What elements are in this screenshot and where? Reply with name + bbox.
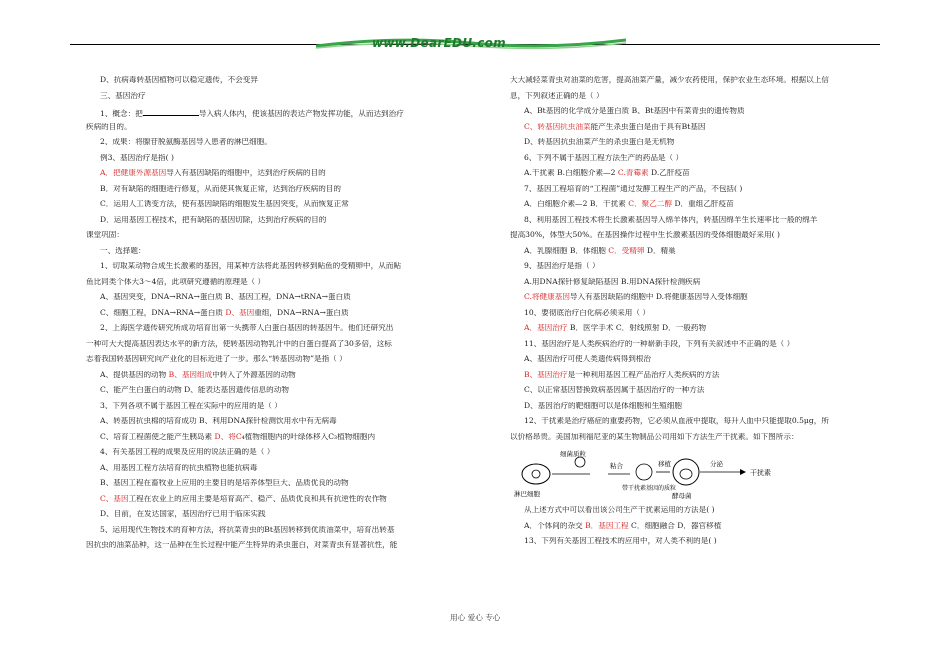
lymph-cell-shape [522, 464, 550, 484]
text-line: 提高30%，体型大50%。在基因操作过程中生长激素基因的受体细胞最好采用( ) [510, 231, 780, 239]
line-text: A．白细胞介素—2 B．干扰素 [524, 200, 629, 208]
highlighted-answer: C.将健康基因 [524, 293, 570, 301]
text-line: 三、基因治疗 [100, 91, 146, 100]
highlighted-answer: D、基因 [225, 308, 255, 317]
label-lymph: 淋巴细胞 [514, 490, 540, 498]
text-line: A.用DNA探针修复缺陷基因 B.用DNA探针检测疾病 [524, 277, 701, 286]
text-line [510, 371, 870, 387]
text-line: 10、要彻底治疗白化病必须采用（ ） [524, 308, 650, 317]
text-line: A、Bt基因的化学成分是蛋白质 B、Bt基因中有菜青虫的遗传物质 [524, 107, 745, 115]
text-line: D、目前，在发达国家，基因治疗已用于临床实践 [100, 510, 266, 518]
text-line: 2、成果：将腺苷脱氨酶基因导入患者的淋巴细胞。 [100, 138, 272, 146]
line-text: A、提供基因的动物 [100, 370, 169, 379]
text-line: 一种可大大提高基因表达水平的新方法，使转基因动物乳汁中的白蛋白提高了30多倍，这标 [86, 339, 392, 348]
line-text: A．乳腺细胞 B．体细胞 [524, 246, 609, 255]
text-line: 从上述方式中可以看出该公司生产干扰素运用的方法是( ) [524, 506, 715, 514]
text-line [510, 169, 870, 185]
line-text: ₄植物细胞内的叶绿体移入C₃植物细胞内 [241, 432, 376, 441]
text-line: B、基因工程在畜牧业上应用的主要目的是培养体型巨大、品质优良的动物 [100, 479, 349, 487]
text-line: 11、基因治疗是人类疾病治疗的一种崭新手段，下列有关叙述中不正确的是（ ） [524, 339, 795, 348]
line-text: D．精巢 [644, 246, 676, 255]
highlighted-answer: B、基因治疗 [524, 370, 568, 379]
text-line: A、基因治疗可使人类遗传病得到根治 [524, 355, 651, 363]
right-column [510, 76, 870, 553]
text-line: 12、干扰素是治疗癌症的重要药物，它必须从血液中提取，每升人血中只能提取0.5μg，所 [524, 417, 829, 425]
right-lines [510, 76, 870, 448]
arrow-head-4 [740, 469, 746, 475]
text-line: D、抗病毒转基因植物可以稳定遗传，不会变异 [100, 76, 258, 84]
line-text: C．细胞融合 D．器官移植 [628, 521, 722, 530]
diagram-svg [510, 448, 810, 506]
text-line: B．对有缺陷的细胞进行修复，从而使其恢复正常，达到治疗疾病的目的 [100, 184, 341, 193]
highlighted-answer: D、将C [214, 432, 242, 441]
text-line: 鱼比同类个体大3～4倍，此项研究遵循的原理是（ ） [86, 277, 266, 286]
text-line: C、以正常基因替换致病基因属于基因治疗的一种方法 [524, 386, 705, 394]
highlighted-answer: C、基因 [100, 494, 129, 503]
label-ferment: 分泌 [710, 460, 723, 468]
text-line: 13、下列有关基因工程技术的应用中，对人类不利的是( ) [524, 537, 717, 545]
line-text: C、细胞工程，DNA→RNA→蛋白质 [100, 308, 226, 317]
text-line [86, 433, 446, 449]
text-line [510, 324, 870, 340]
plasmid-ring-1 [575, 457, 585, 467]
line-text: B．医学手术 C．射线照射 D．一般药物 [567, 324, 707, 332]
text-line: 9、基因治疗是指（ ） [524, 262, 600, 270]
yeast-cell-shape [673, 459, 699, 485]
label-cut: 粘合 [610, 462, 623, 470]
text-line [510, 200, 870, 216]
text-line: 6、下列不属于基因工程方法生产的药品是（ ） [524, 153, 684, 162]
text-line [510, 247, 870, 263]
label-yeast: 酵母菌 [672, 492, 692, 500]
label-gene: 细菌质粒 [560, 450, 586, 458]
line-text: 是一种利用基因工程产品治疗人类疾病的方法 [567, 370, 720, 379]
text-line: 8、利用基因工程技术将生长激素基因导入绵羊体内，转基因绵羊生长速率比一般的绵羊 [524, 215, 818, 224]
text-line [510, 123, 870, 139]
text-line: 7、基因工程培育的“工程菌”通过发酵工程生产的产品，不包括( ) [524, 184, 743, 193]
highlighted-answer: C.青霉素 [617, 169, 649, 177]
text-line: D．运用基因工程技术，把有缺陷的基因切除，达到治疗疾病的目的 [100, 215, 327, 224]
line-text: 导入有基因缺陷的细胞中 D.将健康基因导入受体细胞 [569, 293, 748, 301]
footer-text: 用心 爱心 专心 [450, 613, 501, 622]
text-line: 课堂巩固： [86, 231, 124, 239]
highlighted-answer: C．聚乙二醇 [628, 200, 673, 208]
line-text: 中转入了外源基因的动物 [212, 370, 296, 379]
line-text: 重组，DNA→RNA→蛋白质 [254, 308, 349, 317]
label-move: 移植 [658, 460, 671, 468]
text-line [86, 169, 446, 185]
text-line: 例3、基因治疗是指( ) [100, 153, 174, 162]
highlighted-answer: B、基因组成 [168, 370, 213, 379]
interferon-production-diagram [510, 448, 870, 506]
highlighted-answer: C．受精卵 [608, 246, 645, 255]
site-logo-text: www.DearEDU.com [372, 36, 506, 50]
text-line: 因抗虫的油菜品种，这一品种在生长过程中能产生特异的杀虫蛋白，对菜青虫有显著抗性，能 [86, 541, 398, 549]
line-text: D.乙肝疫苗 [648, 169, 690, 177]
left-column [86, 76, 446, 557]
text-line [86, 107, 446, 123]
text-line: C．运用人工诱变方法，使有基因缺陷的细胞发生基因突变，从而恢复正常 [100, 200, 349, 208]
fill-blank [143, 107, 199, 116]
text-line: A、基因突变，DNA→RNA→蛋白质 B、基因工程，DNA→tRNA→蛋白质 [100, 293, 351, 301]
text-line [86, 495, 446, 511]
line-text: 能产生杀虫蛋白是由于具有Bt基因 [590, 122, 706, 131]
text-line [510, 293, 870, 309]
text-line: 以价格昂贵。美国加利福尼亚的某生物制品公司用如下方法生产干扰素。如下图所示： [510, 432, 799, 441]
text-line: 息，下列叙述正确的是（ ） [510, 91, 604, 100]
right-after-lines [510, 506, 870, 553]
text-line: A、用基因工程方法培育的抗虫植物也能抗病毒 [100, 463, 258, 472]
text-line: 大大减轻菜青虫对油菜的危害，提高油菜产量，减少农药使用，保护农业生态环境。根据以上信 [510, 76, 829, 84]
text-line [86, 309, 446, 325]
text-line: 3、下列各项不属于基因工程在实际中的应用的是（ ） [100, 401, 282, 410]
lymph-nucleus-shape [532, 470, 540, 478]
text-line: 疾病的目的。 [86, 122, 132, 131]
line-text: 导入有基因缺陷的细胞中，达到治疗疾病的目的 [166, 169, 326, 177]
text-line: A、转基因抗虫棉的培育成功 B、利用DNA探针检测饮用水中有无病毒 [100, 417, 337, 425]
text-line: 5、运用现代生物技术的育种方法，将抗菜青虫的Bt基因转移到优质油菜中，培育出转基 [100, 525, 395, 534]
text-line: 一、选择题： [100, 246, 146, 255]
line-text: 1、概念：把 [100, 109, 143, 118]
text-line [86, 371, 446, 387]
line-text: 工程在农业上的应用主要是培育高产、稳产、品质优良和具有抗逆性的农作物 [128, 494, 387, 503]
highlighted-answer: C、转基因抗虫油菜 [524, 122, 591, 131]
text-line: 4、有关基因工程的成果及应用的说法正确的是（ ） [100, 448, 275, 456]
plasmid-ring-2 [636, 464, 652, 480]
line-text: D．重组乙肝疫苗 [672, 200, 734, 208]
text-line: 志着我国转基因研究向产业化的目标近进了一步。那么“转基因动物”是指（ ） [86, 355, 347, 363]
line-text: A．个体间的杂交 [524, 521, 586, 530]
text-line: 2、上海医学遗传研究所成功培育出第一头携带人白蛋白基因的转基因牛。他们还研究出 [100, 324, 394, 332]
highlighted-answer: B．基因工程 [585, 521, 629, 530]
text-line: D、基因治疗的靶细胞可以是体细胞和生殖细胞 [524, 401, 682, 410]
line-text: 导入病人体内，使该基因的表达产物发挥功能，从而达到治疗 [198, 109, 404, 118]
text-line: C、能产生白蛋白的动物 D、能表达基因遗传信息的动物 [100, 386, 289, 394]
yeast-inner-shape [680, 469, 692, 479]
text-line: D、转基因抗虫油菜产生的杀虫蛋白是无机物 [524, 138, 675, 146]
label-product: 干扰素 [750, 469, 771, 477]
text-line: 1、切取某动物合成生长激素的基因，用某种方法将此基因转移到鲇鱼的受精卵中，从而鲇 [100, 262, 401, 270]
line-text: C、培育工程菌使之能产生胰岛素 [100, 432, 215, 441]
highlighted-answer: A．基因治疗 [524, 324, 568, 332]
text-line [510, 522, 870, 538]
line-text: A.干扰素 B.白细胞介素—2 [524, 169, 618, 177]
highlighted-answer: A．把健康外源基因 [100, 169, 167, 177]
label-plasmid: 带干扰素基因的质粒 [622, 485, 677, 492]
